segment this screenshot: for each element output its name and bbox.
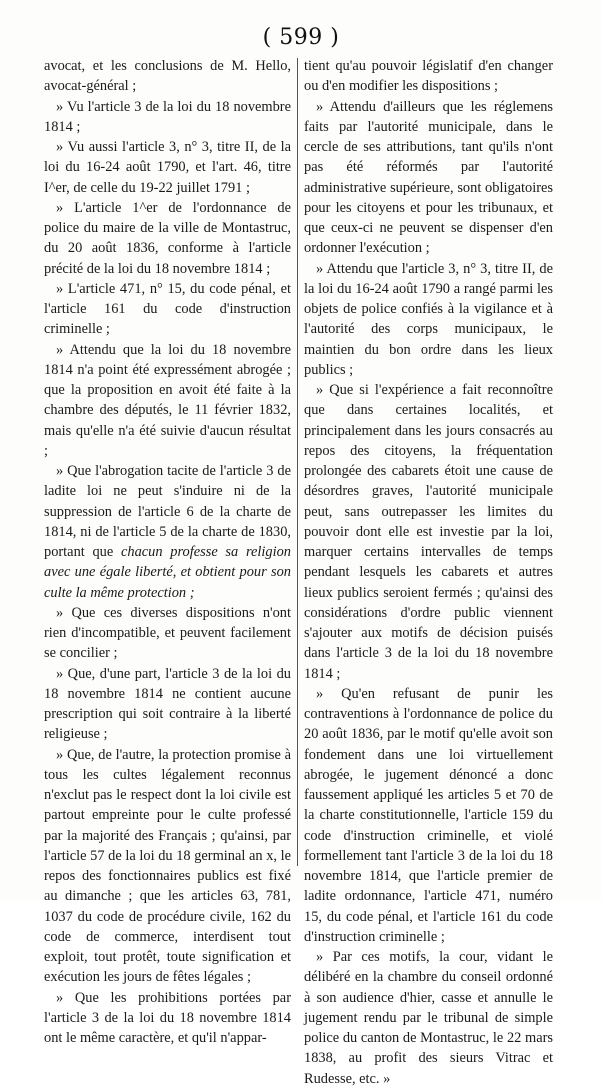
page-number: ( 599 ) <box>262 25 340 50</box>
column-divider <box>297 58 298 866</box>
paragraph: » Vu aussi l'article 3, n° 3, titre II, de la loi du 16-24 août 1790, et l'art. 46, titre I^er, de celle du 19-22 juillet 1791 ; <box>44 139 291 196</box>
paragraph: » Attendu que la loi du 18 novembre 1814 n'a point été expressément abrogée ; que la proposition en avoit été faite à la chambre des députés, le 11 février 1832, mais qu'elle n'a été suivie d'aucun résultat ; <box>44 341 291 459</box>
paragraph-with-quote <box>44 461 291 603</box>
paragraph: » Que, d'une part, l'article 3 de la loi du 18 novembre 1814 ne contient aucune prescription qui soit contraire à la liberté religieuse ; <box>44 665 291 743</box>
right-column <box>304 56 553 1089</box>
paragraph: » Qu'en refusant de punir les contraventions à l'ordonnance de police du 20 août 1836, par le motif qu'elle avoit son fondement dans une loi virtuellement abrogée, le jugement dénoncé a donc faussement appliqué les articles 5 et 70 de la charte constitutionnelle, l'article 159 du code d'instruction criminelle, et violé formellement tant l'article 3 de la loi du 18 novembre 1814, que l'article premier de ladite ordonnance, l'article 471, numéro 15, du code pénal, et l'article 161 du code d'instruction criminelle ; <box>304 685 553 945</box>
paragraph-text: » Que l'abrogation tacite de l'article 3 de ladite loi ne peut s'induire ni de la suppression de l'article 6 de la charte de 1814, ni de l'article 5 de la charte de 1830, portant que <box>44 463 291 560</box>
left-column <box>44 56 291 1048</box>
paragraph: » Attendu d'ailleurs que les réglemens faits par l'autorité municipale, dans le cercle de ses attributions, tant qu'ils n'ont pas été réformés par l'autorité administrative supérieure, sont obligatoires pour les citoyens et pour les tribunaux, et que ceux-ci ne peuvent se dispenser d'en ordonner l'exécution ; <box>304 98 553 257</box>
paragraph: » Par ces motifs, la cour, vidant le délibéré en la chambre du conseil ordonné à son audience d'hier, casse et annulle le jugement rendu par le tribunal de simple police du canton de Montastruc, le 22 mars 1838, au profit des sieurs Vitrac et Rudesse, etc. » <box>304 949 553 1087</box>
paragraph: » Que si l'expérience a fait reconnoître que dans certaines localités, et principalement dans les jours consacrés au repos des citoyens, la fréquentation prolongée des cabarets étoit une cause de désordres graves, l'autorité municipale peut, sans outrepasser les limites du pouvoir dont elle est investie par la loi, marquer certains intervalles de temps pendant lesquels les cabarets et autres lieux publics seroient fermés ; qu'ainsi des considérations d'ordre public viennent s'ajouter aux motifs de décision puisés dans l'article 3 de la loi du 18 novembre 1814 ; <box>304 382 553 682</box>
paragraph: tient qu'au pouvoir législatif d'en changer ou d'en modifier les dispositions ; <box>304 58 553 95</box>
paragraph: » L'article 471, n° 15, du code pénal, et l'article 161 du code d'instruction criminelle ; <box>44 280 291 338</box>
paragraph: » Vu l'article 3 de la loi du 18 novembre 1814 ; <box>44 98 291 135</box>
paragraph: » Que ces diverses dispositions n'ont rien d'incompatible, et peuvent facilement se concilier ; <box>44 604 291 662</box>
paragraph: avocat, et les conclusions de M. Hello, avocat-général ; <box>44 58 291 95</box>
paragraph: » Que les prohibitions portées par l'article 3 de la loi du 18 novembre 1814 ont le même caractère, et qu'il n'appar- <box>44 989 291 1046</box>
paragraph: » Que, de l'autre, la protection promise à tous les cultes légalement reconnus n'exclut pas le respect dont la loi civile est partout empreinte pour le culte professé par la majorité des Français ; qu'ainsi, par l'article 57 de la loi du 18 germinal an x, le repos des fonctionnaires publics est fixé au dimanche ; que les articles 63, 781, 1037 du code de procédure civile, 162 du code de commerce, interdisent tout exploit, tout protêt, toute signification et exécution les jours de fêtes légales ; <box>44 746 291 986</box>
paragraph: » L'article 1^er de l'ordonnance de police du maire de la ville de Montastruc, du 20 août 1836, conforme à l'article précité de la loi du 18 novembre 1814 ; <box>44 199 291 277</box>
paragraph: » Attendu que l'article 3, n° 3, titre II, de la loi du 16-24 août 1790 a rangé parmi les objets de police confiés à la vigilance et à l'autorité des corps municipaux, le maintien du bon ordre dans les lieux publics ; <box>304 260 553 378</box>
italic-quote: chacun professe sa religion avec une égale liberté, et obtient pour son culte la même protection ; <box>44 544 291 601</box>
